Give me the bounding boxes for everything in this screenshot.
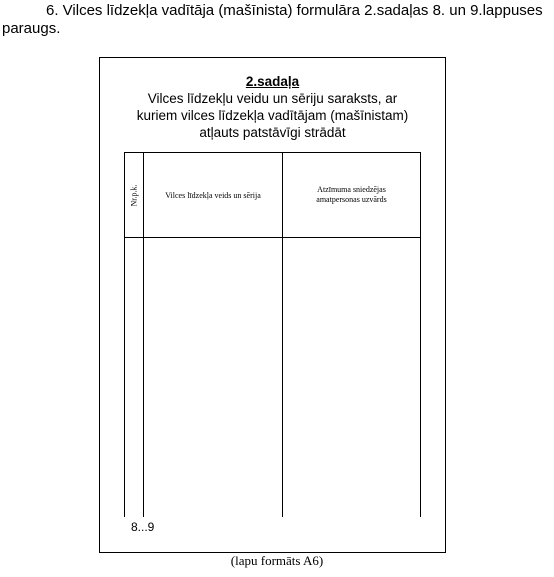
form-sample [99,57,446,553]
table-header-row [125,153,420,238]
section-heading [100,73,445,141]
column-header-number-text: Nr.p.k. [129,184,139,206]
page-numbers: 8...9 [131,520,155,534]
vehicle-table [124,152,421,517]
heading-line-1: Vilces līdzekļu veidu un sēriju saraksts, ar [147,91,398,106]
column-header-signatory: Atzīmuma sniedzējas amatpersonas uzvārds [316,185,387,204]
heading-line-3: atļauts patstāvīgi strādāt [199,125,346,140]
heading-line-2: kuriem vilces līdzekļa vadītājam (mašīnistam) [136,108,409,123]
page-format-note: (lapu formāts A6) [230,553,324,568]
intro-text: 6. Vilces līdzekļa vadītāja (mašīnista) formulāra 2.sadaļas 8. un 9.lappuses paraugs. [2,2,543,37]
column-header-type-series: Vilces līdzekļa veids un sērija [165,190,261,200]
column-header-number [125,153,143,237]
section-title: 2.sadaļa [245,74,300,89]
intro-paragraph [2,2,550,38]
